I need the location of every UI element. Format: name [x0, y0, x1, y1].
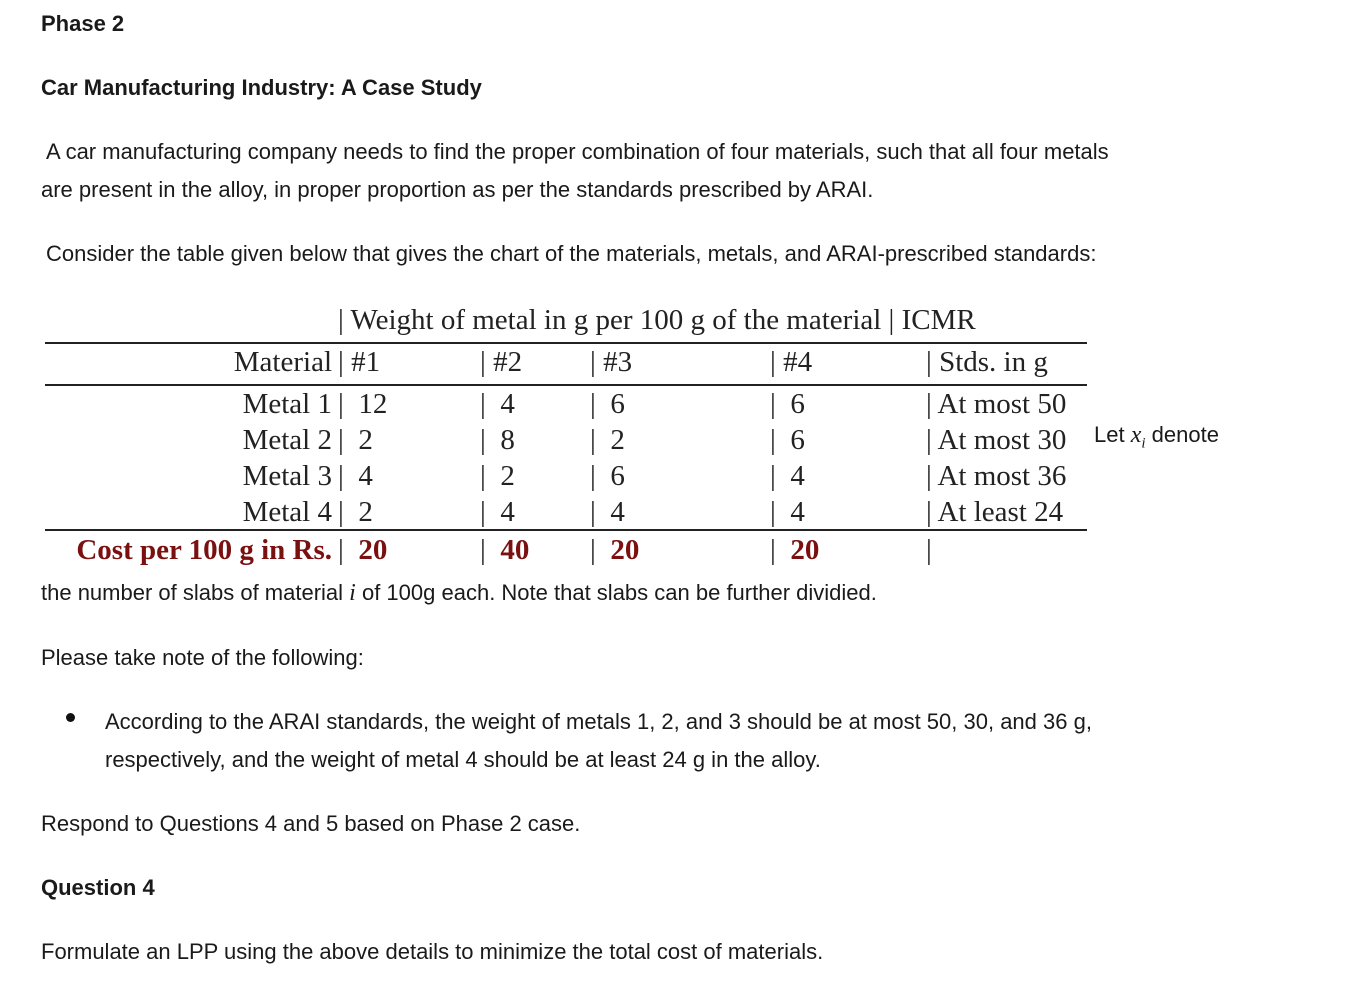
- header-col: | Stds. in g: [926, 346, 1048, 378]
- table-cell: | 12: [338, 388, 388, 420]
- bullet-line-2: respectively, and the weight of metal 4 should be at least 24 g in the alloy.: [105, 747, 821, 772]
- cost-cell: | 20: [770, 534, 820, 566]
- table-cell: | 4: [480, 496, 515, 528]
- table-cell: | 2: [338, 496, 373, 528]
- phase-title: Phase 2: [41, 11, 125, 36]
- cost-label: Cost per 100 g in Rs.: [76, 534, 332, 566]
- question-text: Formulate an LPP using the above details to minimize the total cost of materials.: [41, 939, 824, 964]
- table-cell: | 2: [480, 460, 515, 492]
- header-col: | #2: [480, 346, 523, 378]
- cost-cell: | 20: [590, 534, 640, 566]
- intro-line-1: A car manufacturing company needs to find the proper combination of four materials, such that all four metals: [46, 139, 1109, 164]
- std-cell: | At most 36: [926, 460, 1067, 492]
- std-cell: | At most 30: [926, 424, 1067, 456]
- table-cell: | 6: [770, 388, 805, 420]
- table-cell: | 6: [770, 424, 805, 456]
- row-label: Metal 2: [242, 424, 332, 456]
- cost-cell: | 20: [338, 534, 388, 566]
- table-cell: | 4: [338, 460, 373, 492]
- respond-text: Respond to Questions 4 and 5 based on Phase 2 case.: [41, 811, 581, 836]
- row-label: Metal 1: [242, 388, 332, 420]
- table-cell: | 6: [590, 460, 625, 492]
- let-text: Let $x_i$ denote: [1094, 422, 1219, 452]
- bullet-line-1: According to the ARAI standards, the weight of metals 1, 2, and 3 should be at most 50, 30, and 36 g,: [105, 709, 1092, 734]
- table-cell: | 2: [338, 424, 373, 456]
- note-heading: Please take note of the following:: [41, 645, 364, 670]
- table-rule-bottom: [45, 529, 1087, 531]
- table-rule-mid: [45, 384, 1087, 386]
- row-label: Metal 3: [242, 460, 332, 492]
- cost-cell: | 40: [480, 534, 530, 566]
- consider-text: Consider the table given below that gives the chart of the materials, metals, and ARAI-prescribed standards:: [46, 241, 1097, 266]
- std-cell: | At most 50: [926, 388, 1067, 420]
- case-title: Car Manufacturing Industry: A Case Study: [41, 75, 482, 100]
- intro-line-2: are present in the alloy, in proper proportion as per the standards prescribed by ARAI.: [41, 177, 874, 202]
- std-cell: | At least 24: [926, 496, 1064, 528]
- header-material: Material: [233, 346, 332, 378]
- table-rule-top: [45, 342, 1087, 344]
- table-cell: | 4: [480, 388, 515, 420]
- table-super-header: | Weight of metal in g per 100 g of the material | ICMR: [338, 304, 976, 336]
- header-col: | #1: [338, 346, 381, 378]
- after-table-text: the number of slabs of material i of 100g each. Note that slabs can be further dividied.: [41, 580, 877, 606]
- table-cell: | 4: [770, 496, 805, 528]
- materials-table: [0, 0, 1100, 580]
- bullet-icon: [66, 713, 75, 722]
- question-title: Question 4: [41, 875, 155, 900]
- header-col: | #4: [770, 346, 813, 378]
- table-cell: | 4: [770, 460, 805, 492]
- cost-cell: |: [926, 534, 932, 566]
- table-cell: | 6: [590, 388, 625, 420]
- table-cell: | 4: [590, 496, 625, 528]
- table-cell: | 8: [480, 424, 515, 456]
- row-label: Metal 4: [242, 496, 332, 528]
- header-col: | #3: [590, 346, 633, 378]
- table-cell: | 2: [590, 424, 625, 456]
